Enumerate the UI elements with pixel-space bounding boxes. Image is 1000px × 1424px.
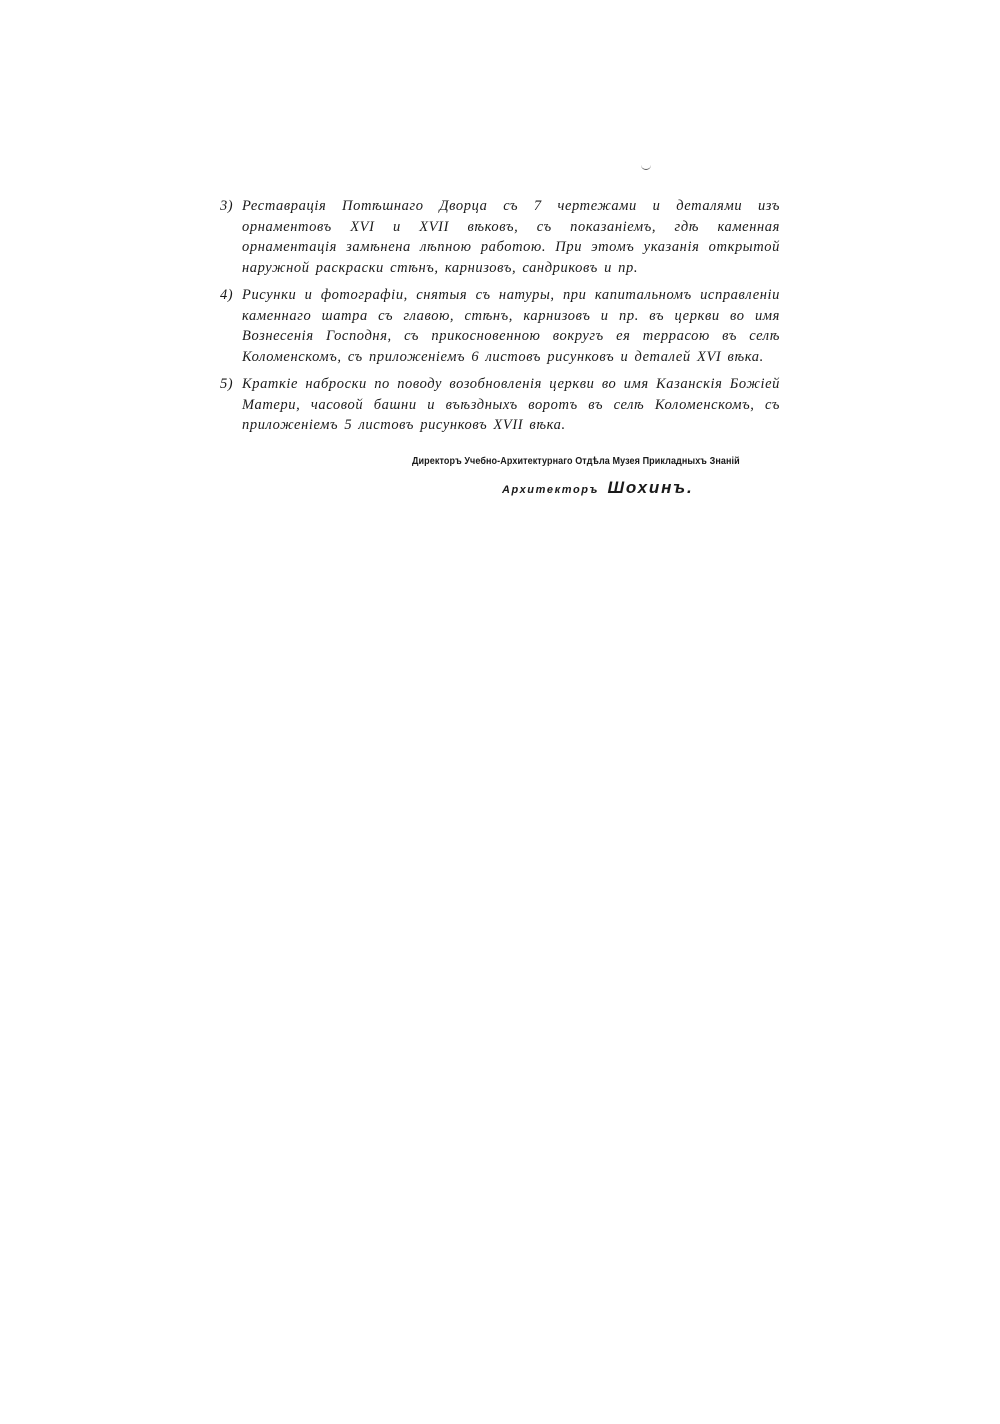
ink-mark bbox=[641, 165, 651, 170]
list-item-number: 4) bbox=[220, 287, 234, 303]
list-item-number: 3) bbox=[220, 198, 234, 214]
list-item-text: Краткіе наброски по поводу возобновленія церкви во имя Казанскія Божіей Матери, часовой башни и въѣздныхъ воротъ въ селѣ Коломенскомъ, съ приложеніемъ 5 листовъ рисунковъ XVII вѣка. bbox=[242, 376, 780, 433]
director-signature-line: Директоръ Учебно-Архитектурнаго Отдѣла Музея Прикладныхъ Знаній bbox=[412, 455, 740, 467]
numbered-list bbox=[220, 196, 780, 443]
list-item bbox=[220, 196, 780, 278]
list-item-text: Реставрація Потѣшнаго Дворца съ 7 чертежами и деталями изъ орнаментовъ XVI и XVII вѣковъ, съ показаніемъ, гдѣ каменная орнаментація замѣнена лѣпною работою. При этомъ указанія открытой наружной раскраски стѣнъ, карнизовъ, сандриковъ и пр. bbox=[242, 198, 780, 276]
architect-name: Шохинъ. bbox=[607, 478, 694, 497]
list-item-number: 5) bbox=[220, 376, 234, 392]
list-item bbox=[220, 285, 780, 367]
list-item-text: Рисунки и фотографіи, снятыя съ натуры, при капитальномъ исправленіи каменнаго шатра съ главою, стѣнъ, карнизовъ и пр. въ церкви во имя Вознесенія Господня, съ прикосновенною вокругъ ея террасою въ селѣ Коломенскомъ, съ приложеніемъ 6 листовъ рисунковъ и деталей XVI вѣка. bbox=[242, 287, 780, 365]
architect-title: Архитекторъ bbox=[502, 484, 600, 496]
list-item bbox=[220, 374, 780, 436]
architect-signature bbox=[502, 478, 694, 498]
